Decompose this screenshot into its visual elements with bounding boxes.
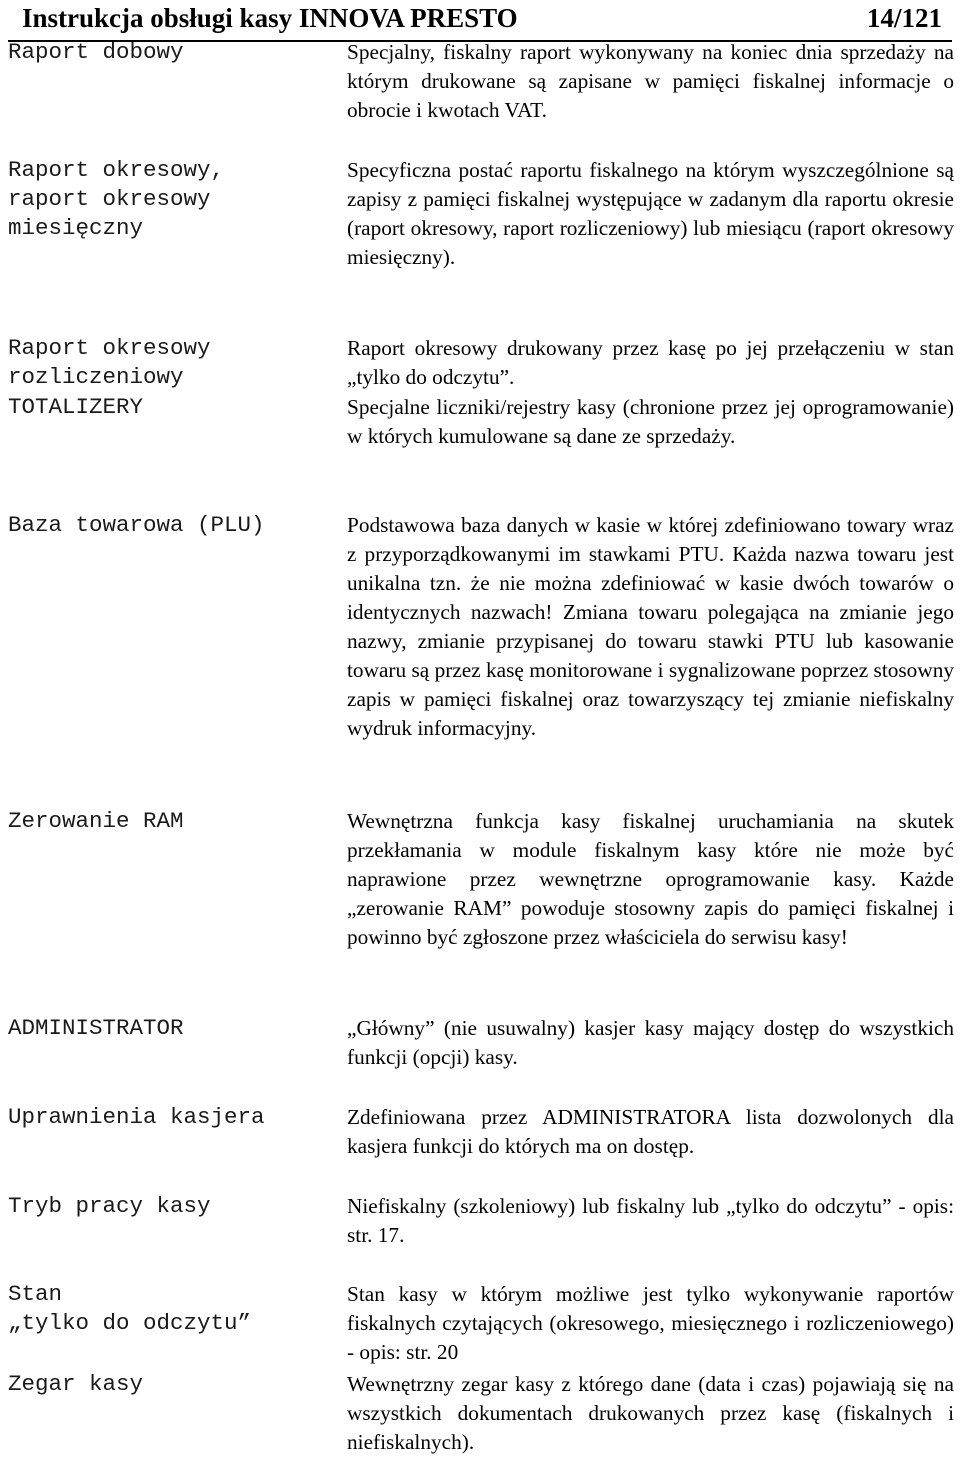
term-totalizery: TOTALIZERY bbox=[8, 394, 144, 420]
definition-raport-rozliczeniowy: Raport okresowy drukowany przez kasę po jej przełączeniu w stan „tylko do odczytu”. bbox=[347, 336, 954, 389]
term-raport-rozliczeniowy: Raport okresowy rozliczeniowy bbox=[8, 335, 211, 390]
definition-raport-okresowy: Specyficzna postać raportu fiskalnego na którym wyszczególnione są zapisy z pamięci fiskalnej występujące w zadanym dla raportu okresie (raport okresowy, raport rozliczeniowy) lub miesiącu (raport okresowy miesięczny). bbox=[347, 158, 954, 269]
definition-uprawnienia-kasjera: Zdefiniowana przez ADMINISTRATORA lista dozwolonych dla kasjera funkcji do których ma on dostęp. bbox=[347, 1105, 954, 1158]
term-administrator: ADMINISTRATOR bbox=[8, 1015, 184, 1041]
term-uprawnienia-kasjera: Uprawnienia kasjera bbox=[8, 1104, 265, 1130]
definition-raport-dobowy: Specjalny, fiskalny raport wykonywany na koniec dnia sprzedaży na którym drukowane są zapisane w pamięci fiskalnej informacje o obrocie i kwotach VAT. bbox=[347, 40, 954, 122]
definition-tryb-pracy: Niefiskalny (szkoleniowy) lub fiskalny lub „tylko do odczytu” - opis: str. 17. bbox=[347, 1194, 954, 1247]
document-title: Instrukcja obsługi kasy INNOVA PRESTO bbox=[22, 3, 518, 33]
definition-administrator: „Główny” (nie usuwalny) kasjer kasy mający dostęp do wszystkich funkcji (opcji) kasy. bbox=[347, 1016, 954, 1069]
term-zegar-kasy: Zegar kasy bbox=[8, 1371, 144, 1397]
page-header bbox=[8, 0, 952, 42]
page-number: 14/121 bbox=[866, 3, 942, 33]
term-raport-dobowy: Raport dobowy bbox=[8, 39, 184, 65]
definition-totalizery: Specjalne liczniki/rejestry kasy (chronione przez jej oprogramowanie) w których kumulowane są dane ze sprzedaży. bbox=[347, 395, 954, 448]
term-raport-okresowy: Raport okresowy, raport okresowy miesięczny bbox=[8, 157, 225, 241]
definition-zerowanie-ram: Wewnętrzna funkcja kasy fiskalnej uruchamiania na skutek przekłamania w module fiskalnym kasy które nie może być naprawione przez wewnętrzne oprogramowanie kasy. Każde „zerowanie RAM” powoduje stosowny zapis do pamięci fiskalnej i powinno być zgłoszone przez właściciela do serwisu kasy! bbox=[347, 809, 954, 949]
term-stan-tylko-do-odczytu: Stan „tylko do odczytu” bbox=[8, 1281, 252, 1336]
term-tryb-pracy: Tryb pracy kasy bbox=[8, 1193, 211, 1219]
definition-zegar-kasy: Wewnętrzny zegar kasy z którego dane (data i czas) pojawiają się na wszystkich dokumentach drukowanych przez kasę (fiskalnych i niefiskalnych). bbox=[347, 1372, 954, 1454]
definition-stan-tylko-do-odczytu: Stan kasy w którym możliwe jest tylko wykonywanie raportów fiskalnych czytających (okresowego, miesięcznego i rozliczeniowego) - opis: str. 20 bbox=[347, 1282, 954, 1364]
definition-baza-towarowa: Podstawowa baza danych w kasie w której zdefiniowano towary wraz z przyporządkowanymi im stawkami PTU. Każda nazwa towaru jest unikalna tzn. że nie można zdefiniować w kasie dwóch towarów o identycznych nazwach! Zmiana towaru polegająca na zmianie jego nazwy, zmianie przypisanej do towaru stawki PTU lub kasowanie towaru są przez kasę monitorowane i sygnalizowane poprzez stosowny zapis w pamięci fiskalnej oraz towarzyszący tej zmianie niefiskalny wydruk informacyjny. bbox=[347, 513, 954, 740]
term-zerowanie-ram: Zerowanie RAM bbox=[8, 808, 184, 834]
term-baza-towarowa: Baza towarowa (PLU) bbox=[8, 512, 265, 538]
